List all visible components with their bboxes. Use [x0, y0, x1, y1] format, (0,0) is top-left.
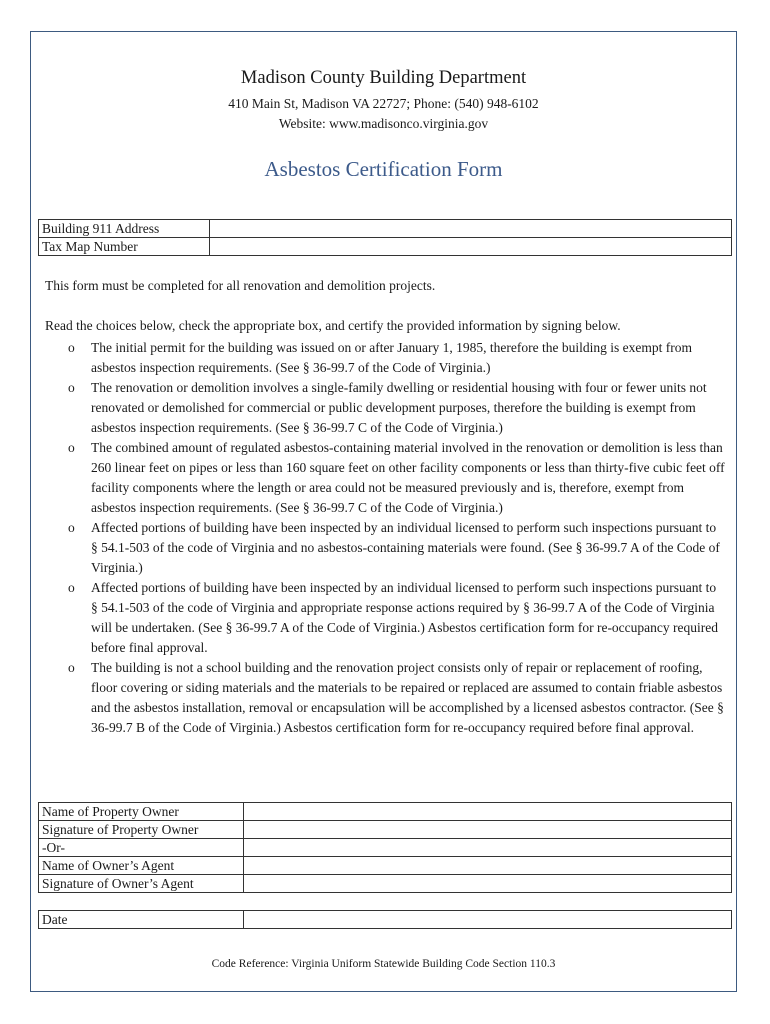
table-row — [39, 857, 732, 875]
table-row — [39, 220, 732, 238]
list-item — [45, 378, 725, 438]
agent-name-label: Name of Owner’s Agent — [39, 857, 244, 875]
list-item — [45, 518, 725, 578]
choice-checkbox[interactable]: o — [68, 660, 75, 675]
table-row — [39, 839, 732, 857]
tax-map-label: Tax Map Number — [39, 238, 210, 256]
list-item — [45, 438, 725, 518]
owner-name-label: Name of Property Owner — [39, 803, 244, 821]
choice-text: The combined amount of regulated asbestos-containing material involved in the renovation or demolition is less than 260 linear feet on pipes or less than 160 square feet on other facility components or less than thirty-five cubic feet off facility components where the length or area could not be measured previously and is, therefore, exempt from asbestos inspection requirements. (See § 36-99.7 C of the Code of Virginia.) — [91, 440, 725, 515]
choice-text: The renovation or demolition involves a single-family dwelling or residential housing with four or fewer units not renovated or demolished for commercial or public development purposes, therefore the building is exempt from asbestos inspection requirements. (See § 36-99.7 C of the Code of Virginia.) — [91, 380, 707, 435]
building-address-field[interactable] — [210, 220, 732, 238]
list-item — [45, 578, 725, 658]
agent-name-field[interactable] — [244, 857, 732, 875]
or-spacer-cell — [244, 839, 732, 857]
choice-checkbox[interactable]: o — [68, 340, 75, 355]
date-field[interactable] — [244, 911, 732, 929]
table-row — [39, 911, 732, 929]
spacer-cell — [244, 893, 732, 911]
choice-text: Affected portions of building have been inspected by an individual licensed to perform such inspections pursuant to § 54.1-503 of the code of Virginia and no asbestos-containing materials were found. (See § 36-99.7 A of the Code of Virginia.) — [91, 520, 720, 575]
choice-checkbox[interactable]: o — [68, 440, 75, 455]
table-row — [39, 803, 732, 821]
form-title: Asbestos Certification Form — [264, 157, 503, 181]
building-address-label: Building 911 Address — [39, 220, 210, 238]
choices-list — [45, 338, 725, 738]
department-name: Madison County Building Department — [240, 68, 527, 88]
code-reference-footer: Code Reference: Virginia Uniform Statewide Building Code Section 110.3 — [211, 958, 556, 970]
or-label: -Or- — [39, 839, 244, 857]
owner-name-field[interactable] — [244, 803, 732, 821]
signature-table — [38, 802, 732, 929]
agent-signature-label: Signature of Owner’s Agent — [39, 875, 244, 893]
property-info-table — [38, 219, 732, 256]
department-website: Website: www.madisonco.virginia.gov — [278, 116, 489, 131]
choice-text: Affected portions of building have been inspected by an individual licensed to perform such inspections pursuant to § 54.1-503 of the code of Virginia and appropriate response actions required by § 36-99.7 A of the Code of Virginia will be undertaken. (See § 36-99.7 A of the Code of Virginia.) Asbestos certification form for re-occupancy required before final approval. — [91, 580, 719, 655]
choice-text: The initial permit for the building was issued on or after January 1, 1985, therefore the building is exempt from asbestos inspection requirements. (See § 36-99.7 of the Code of Virginia.) — [91, 340, 692, 375]
list-item — [45, 338, 725, 378]
owner-signature-label: Signature of Property Owner — [39, 821, 244, 839]
table-row — [39, 238, 732, 256]
intro-text: This form must be completed for all renovation and demolition projects. — [45, 278, 436, 293]
tax-map-field[interactable] — [210, 238, 732, 256]
spacer-row — [39, 893, 732, 911]
date-label: Date — [39, 911, 244, 929]
choice-checkbox[interactable]: o — [68, 380, 75, 395]
agent-signature-field[interactable] — [244, 875, 732, 893]
spacer-cell — [39, 893, 244, 911]
choice-checkbox[interactable]: o — [68, 580, 75, 595]
choice-text: The building is not a school building and the renovation project consists only of repair or replacement of roofing, floor covering or siding materials and the materials to be repaired or replaced are assumed to contain friable asbestos and the asbestos installation, removal or encapsulation will be accomplished by a licensed asbestos contractor. (See § 36-99.7 B of the Code of Virginia.) Asbestos certification form for re-occupancy required before final approval. — [91, 660, 724, 735]
department-address-phone: 410 Main St, Madison VA 22727; Phone: (540) 948-6102 — [228, 96, 539, 111]
table-row — [39, 875, 732, 893]
choice-checkbox[interactable]: o — [68, 520, 75, 535]
owner-signature-field[interactable] — [244, 821, 732, 839]
instructions-text: Read the choices below, check the appropriate box, and certify the provided information by signing below. — [45, 318, 621, 333]
list-item — [45, 658, 725, 738]
table-row — [39, 821, 732, 839]
